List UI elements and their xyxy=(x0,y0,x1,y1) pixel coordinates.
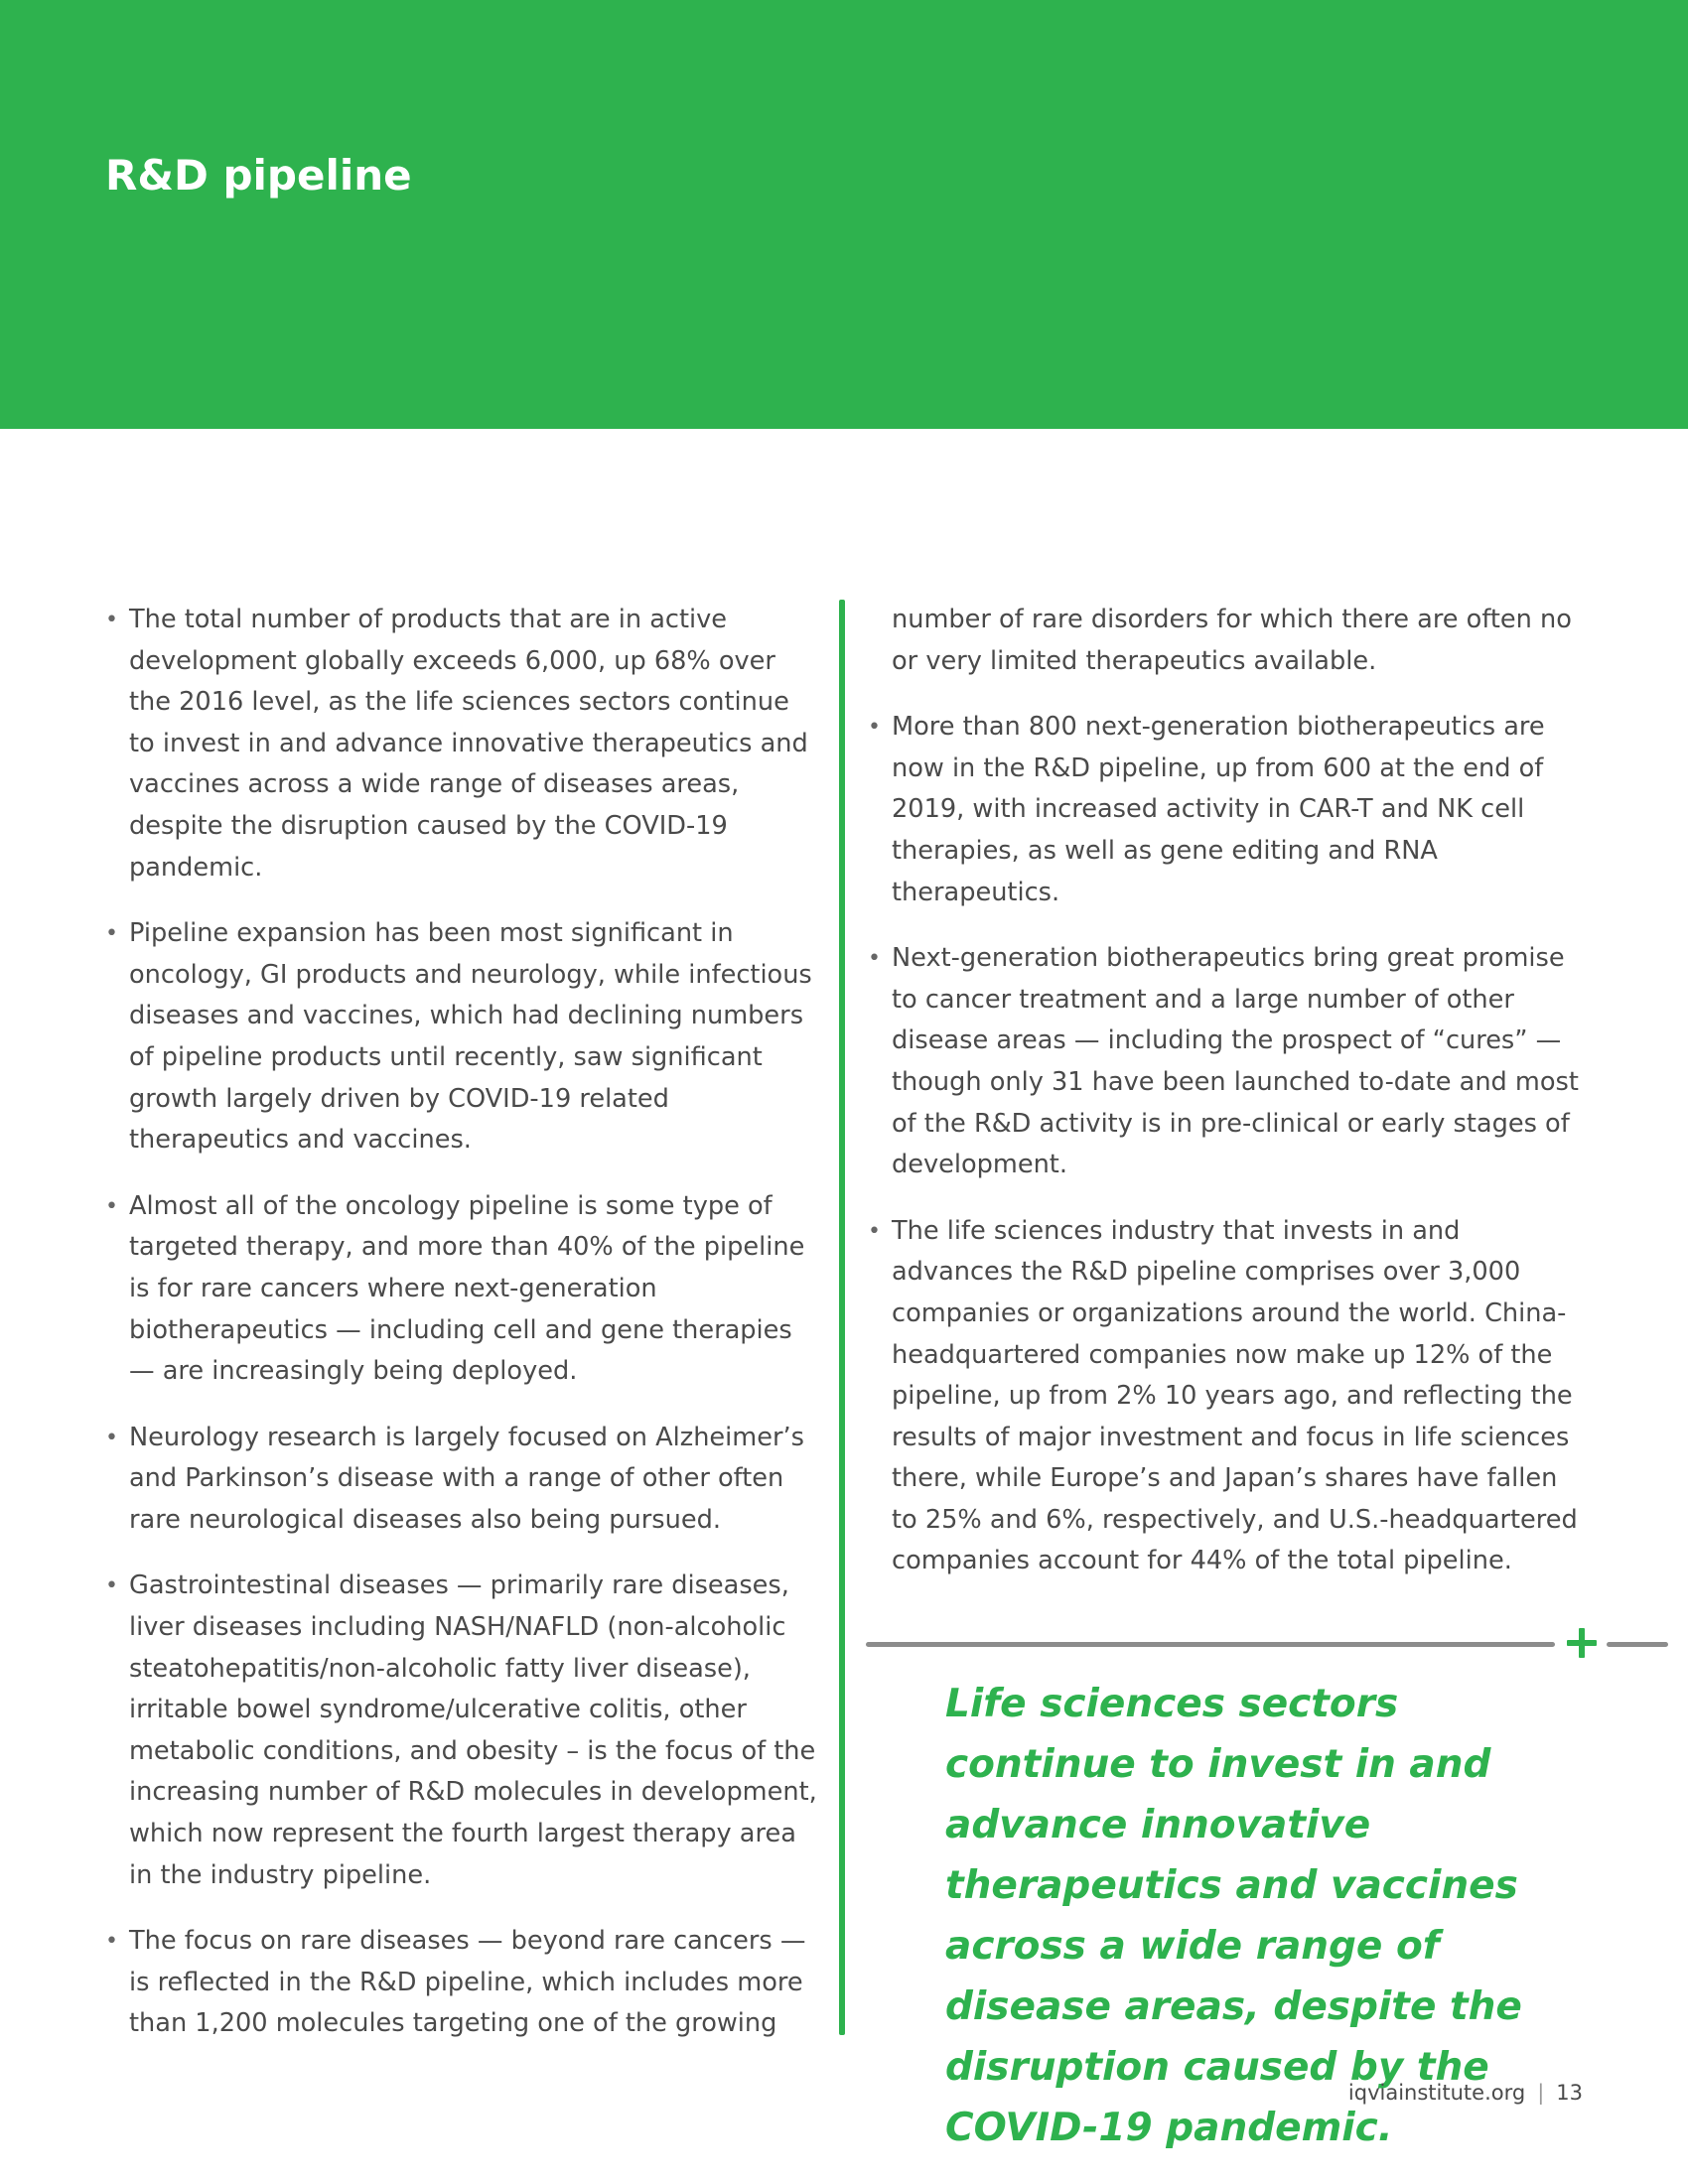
list-item xyxy=(868,938,1583,1186)
list-item-text: Next-generation biotherapeutics bring great promise to cancer treatment and a large number of other disease areas — including the prospect of “cures” — though only 31 have been launched to-date and most of the R&D activity is in pre-clinical or early stages of development. xyxy=(892,943,1579,1180)
continued-text: number of rare disorders for which there are often no or very limited therapeutics available. xyxy=(892,605,1572,676)
bullet-icon: • xyxy=(868,715,881,741)
page-title: R&D pipeline xyxy=(105,151,412,200)
list-item-text: The total number of products that are in active development globally exceeds 6,000, up 68% over the 2016 level, as the life sciences sectors continue to invest in and advance innovative therapeutics and vaccines across a wide range of diseases areas, despite the disruption caused by the COVID-19 pandemic. xyxy=(129,605,808,883)
list-item-text: More than 800 next-generation biotherapeutics are now in the R&D pipeline, up from 600 at the end of 2019, with increased activity in CAR-T and NK cell therapies, as well as gene editing and RNA therapeutics. xyxy=(892,712,1545,907)
header-band xyxy=(0,0,1688,429)
pull-quote: Life sciences sectors continue to invest in and advance innovative therapeutics and vaccines across a wide range of disease areas, despite the disruption caused by the COVID-19 pandemic. xyxy=(945,1682,1522,2150)
list-item-text: The life sciences industry that invests in and advances the R&D pipeline comprises over 3,000 companies or organizations around the world. China-headquartered companies now make up 12% of the pipeline, up from 2% 10 years ago, and reflecting the results of major investment and focus in life sciences there, while Europe’s and Japan’s shares have fallen to 25% and 6%, respectively, and U.S.-headquartered companies account for 44% of the total pipeline. xyxy=(892,1215,1578,1576)
list-item xyxy=(105,600,820,888)
footer-site: iqviainstitute.org xyxy=(1347,2081,1526,2105)
bullet-icon: • xyxy=(105,608,118,632)
column-divider xyxy=(839,600,845,2035)
bullet-icon: • xyxy=(105,921,118,947)
list-item xyxy=(868,1211,1583,1582)
list-item xyxy=(105,1418,820,1542)
list-item-text: The focus on rare diseases — beyond rare cancers — is reflected in the R&D pipeline, which includes more than 1,200 molecules targeting one of the growing xyxy=(129,1926,806,2039)
list-item-text: Neurology research is largely focused on Alzheimer’s and Parkinson’s disease with a range of other often rare neurological diseases also being pursued. xyxy=(129,1422,804,1535)
list-item xyxy=(105,913,820,1161)
bullet-icon: • xyxy=(868,1218,881,1244)
list-item-text: Gastrointestinal diseases — primarily rare diseases, liver diseases including NASH/NAFLD (non-alcoholic steatohepatitis/non-alcoholic fatty liver disease), irritable bowel syndrome/ulcerative colitis, other metabolic conditions, and obesity – is the focus of the increasing number of R&D molecules in development, which now represent the fourth largest therapy area in the industry pipeline. xyxy=(129,1570,817,1890)
right-list xyxy=(868,707,1583,1582)
list-item xyxy=(105,1186,820,1393)
plus-icon xyxy=(1567,1628,1597,1658)
list-item xyxy=(105,1921,820,2045)
list-item-text: Almost all of the oncology pipeline is some type of targeted therapy, and more than 40% of the pipeline is for rare cancers where next-generation biotherapeutics — including cell and gene therapies — are increasingly being deployed. xyxy=(129,1190,805,1387)
bullet-icon: • xyxy=(868,946,881,972)
quote-rule-right xyxy=(1607,1642,1668,1647)
page-number: 13 xyxy=(1556,2081,1583,2105)
bullet-icon: • xyxy=(105,1929,118,1955)
bullet-icon: • xyxy=(105,1425,118,1450)
footer-separator: | xyxy=(1537,2081,1545,2105)
quote-rule-left xyxy=(866,1642,1555,1647)
list-item-text: Pipeline expansion has been most significant in oncology, GI products and neurology, while infectious diseases and vaccines, which had declining numbers of pipeline products until recently, saw significant growth largely driven by COVID-19 related therapeutics and vaccines. xyxy=(129,918,812,1156)
list-item xyxy=(868,707,1583,913)
bullet-icon: • xyxy=(105,1573,118,1599)
list-item xyxy=(105,1566,820,1896)
right-column xyxy=(868,600,1583,1607)
bullet-icon: • xyxy=(105,1193,118,1219)
footer xyxy=(1348,2081,1583,2105)
left-column xyxy=(105,600,820,2070)
